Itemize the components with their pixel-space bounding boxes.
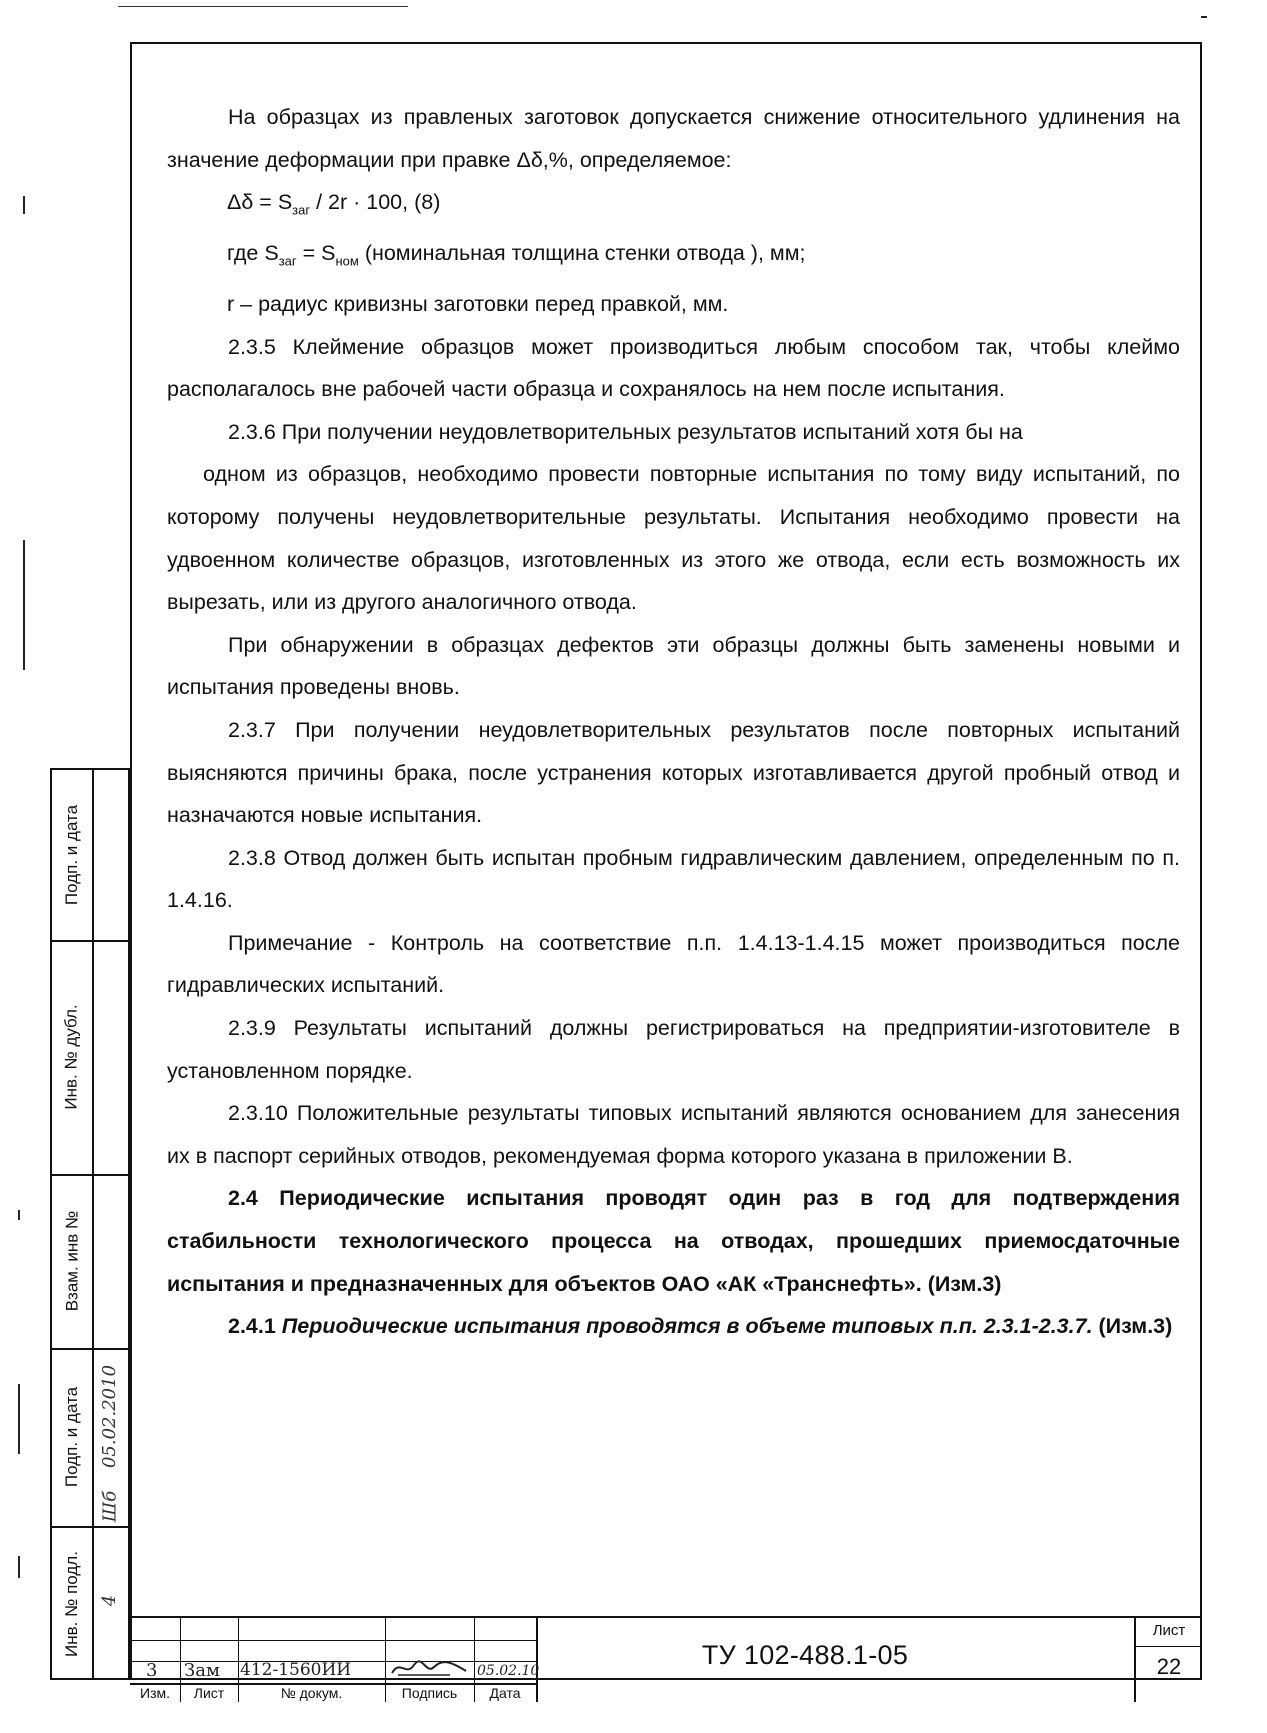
col-label-date: Дата	[489, 1684, 521, 1701]
handwritten-inventory-number	[92, 1580, 128, 1620]
paragraph-text: одном из образцов, необходимо провести повторные испытания по тому виду испытаний, по которому получены неудовлетворительные результаты. Испытания необходимо провести на удвоенном количестве образцов, изготовленных из этого же отвода, если есть возможность их вырезать, или из другого аналогичного отвода.	[167, 462, 1180, 615]
strip-label-text: Подп. и дата	[62, 1386, 82, 1488]
revision-signature	[390, 1657, 468, 1684]
strip-label-text: Инв. № подл.	[62, 1551, 81, 1657]
col-label-list: Лист	[193, 1684, 225, 1701]
note	[167, 922, 1180, 1007]
title-block-top-border	[130, 1616, 1202, 1618]
change-note: (Изм.3)	[1092, 1314, 1173, 1339]
strip-label-text: Инв. № дубл.	[62, 1004, 81, 1110]
paragraph-text: Периодические испытания проводятся в объеме типовых п.п. 2.3.1-2.3.7.	[281, 1314, 1093, 1339]
document-body	[167, 96, 1180, 1348]
inv-podl-label	[52, 1526, 92, 1682]
sheet-label: Лист	[1152, 1622, 1186, 1639]
vzam-inv-label	[52, 1174, 92, 1348]
sheet-number: 22	[1156, 1654, 1182, 1679]
paragraph-text: 2.4 Периодические испытания проводят один раз в год для подтверждения стабильности технологического процесса на отводах, прошедших приемосдаточные испытания и предназначенных для объектов ОАО «АК «Транснефть». (Изм.3)	[167, 1186, 1180, 1296]
scan-mark	[18, 1384, 20, 1454]
formula-subscript: заг	[278, 253, 297, 269]
clause-2-3-8	[167, 837, 1180, 922]
handwritten-date	[92, 1346, 128, 1486]
clause-2-3-6-continued	[167, 453, 1180, 623]
signature-scribble	[390, 1657, 468, 1679]
paragraph-text: r – радиус кривизны заготовки перед правкой, мм.	[227, 291, 729, 316]
formula-text: = S	[296, 241, 336, 266]
revision-date: 05.02.10	[477, 1663, 540, 1679]
col-label-izm: Изм.	[140, 1684, 170, 1701]
formula-subscript: ном	[335, 253, 359, 269]
paragraph-text: 2.3.8 Отвод должен быть испытан пробным гидравлическим давлением, определенным по п. 1.4.16.	[167, 845, 1180, 913]
scan-mark	[18, 1210, 20, 1220]
podp-data-top-label	[52, 770, 92, 940]
clause-2-3-7	[167, 709, 1180, 837]
revision-document-number: 412-1560ИИ	[240, 1660, 352, 1680]
paragraph-text: При обнаружении в образцах дефектов эти образцы должны быть заменены новыми и испытания проведены вновь.	[167, 632, 1180, 700]
clause-2-3-10	[167, 1092, 1180, 1177]
handwritten-date-text: 05.02.2010	[99, 1364, 121, 1468]
strip-divider	[92, 770, 94, 1678]
clause-number: 2.4.1	[228, 1314, 282, 1339]
scan-mark	[23, 196, 25, 214]
paragraph-text: 2.3.5 Клеймение образцов может производиться любым способом так, чтобы клеймо располагалось вне рабочей части образца и сохранялось на нем после испытания.	[167, 334, 1180, 402]
podp-data-bottom-label	[52, 1348, 92, 1526]
formula-subscript: заг	[292, 202, 311, 218]
formula-8	[167, 181, 1180, 232]
formula-explanation	[167, 232, 1180, 283]
formula-text: (номинальная толщина стенки отвода ), мм;	[358, 241, 806, 266]
revision-number: 3	[146, 1660, 158, 1681]
paragraph-text: 2.3.7 При получении неудовлетворительных результатов после повторных испытаний выясняются причины брака, после устранения которых изготавливается другой пробный отвод и назначаются новые испытания.	[167, 717, 1180, 828]
clause-2-3-5	[167, 326, 1180, 411]
col-label-signature: Подпись	[401, 1684, 458, 1701]
clause-2-4-1	[167, 1305, 1180, 1348]
title-block-row-line	[130, 1640, 536, 1641]
paragraph-deformation	[167, 96, 1180, 181]
paragraph-text: 2.3.10 Положительные результаты типовых испытаний являются основанием для занесения их в паспорт серийных отводов, рекомендуемая форма которого указана в приложении В.	[167, 1101, 1180, 1168]
clause-2-3-9	[167, 1007, 1180, 1092]
top-rule	[118, 6, 408, 7]
scan-mark	[23, 540, 25, 670]
scan-mark	[18, 1556, 20, 1578]
formula-text: Δδ = S	[227, 190, 293, 215]
handwritten-initials	[92, 1486, 128, 1526]
handwritten-initials-text: Шб	[99, 1490, 121, 1522]
defects-paragraph	[167, 624, 1180, 709]
paragraph-text: 2.3.6 При получении неудовлетворительных результатов испытаний хотя бы на	[228, 419, 1023, 444]
strip-label-text: Подп. и дата	[62, 804, 82, 906]
handwritten-inv-text: 4	[99, 1594, 121, 1606]
paragraph-text: Примечание - Контроль на соответствие п.п. 1.4.13-1.4.15 может производиться после гидравлических испытаний.	[167, 930, 1180, 998]
clause-2-3-6	[167, 411, 1180, 454]
strip-label-text: Взам. инв №	[62, 1210, 82, 1312]
inv-dubl-label	[52, 940, 92, 1174]
revision-sheet-type: Зам	[184, 1660, 220, 1681]
formula-text: где S	[227, 241, 279, 266]
scan-mark	[1201, 16, 1207, 18]
paragraph-text: 2.3.9 Результаты испытаний должны регистрироваться на предприятии-изготовителе в установленном порядке.	[167, 1016, 1180, 1083]
title-block-row-line	[1134, 1646, 1202, 1647]
approval-strip	[50, 768, 130, 1680]
radius-definition	[167, 283, 1180, 326]
clause-2-4	[167, 1177, 1180, 1305]
formula-text: / 2r · 100, (8)	[310, 190, 441, 215]
paragraph-text: На образцах из правленых заготовок допускается снижение относительного удлинения на значение деформации при правке Δδ,%, определяемое:	[167, 105, 1180, 172]
document-code: ТУ 102-488.1-05	[701, 1640, 909, 1670]
col-label-doc-number: № докум.	[280, 1684, 343, 1701]
